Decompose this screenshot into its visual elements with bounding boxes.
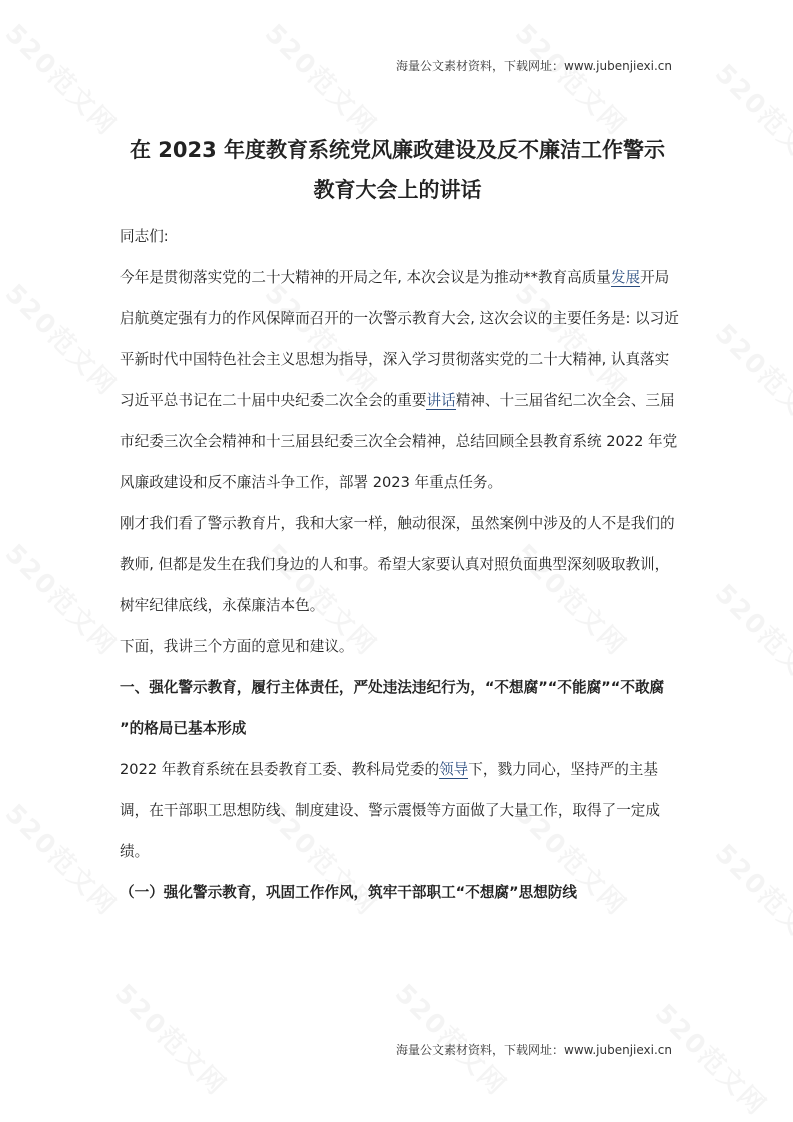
watermark-text <box>388 974 516 1102</box>
watermark-text <box>0 274 126 402</box>
salutation: 同志们: <box>120 228 169 245</box>
watermark-text <box>0 534 126 662</box>
watermark-text <box>708 314 793 442</box>
section-heading-1: 一、强化警示教育，履行主体责任，严处违法违纪行为，“不想腐”“不能腐”“不敢腐 ”的格局已基本形成 <box>120 679 665 737</box>
paragraph-text: 今年是贯彻落实党的二十大精神的开局之年, 本次会议是为推动**教育高质量 <box>120 269 611 286</box>
paragraph-text: 下，戮力同心，坚持严的主基调，在干部职工思想防线、制度建设、警示震慑等方面做了大量工作，取得了一定成绩。 <box>120 761 660 860</box>
watermark-text <box>648 994 776 1122</box>
paragraph-text: 精神、十三届省纪二次全会、三届市纪委三次全会精神和十三届县纪委三次全会精神，总结回顾全县教育系统 2022 年党风廉政建设和反不廉洁斗争工作，部署 2023 年重点任务。 <box>120 392 678 491</box>
document-body <box>120 216 680 913</box>
watermark-text <box>258 14 386 142</box>
watermark-text <box>708 574 793 702</box>
link-speech[interactable]: 讲话 <box>426 392 456 409</box>
link-leadership[interactable]: 领导 <box>439 761 469 778</box>
paragraph-warning-film: 刚才我们看了警示教育片，我和大家一样，触动很深，虽然案例中涉及的人不是我们的教师, 但都是发生在我们身边的人和事。希望大家要认真对照负面典型深刻吸取教训，树牢纪律底线，永葆廉洁本色。 <box>120 515 675 614</box>
paragraph-text: 开局启航奠定强有力的作风保障而召开的一次警示教育大会, 这次会议的主要任务是: 以习近平新时代中国特色社会主义思想为指导，深入学习贯彻落实党的二十大精神, 认真落实习近平总书记在二十届中央纪委二次全会的重要 <box>120 269 679 409</box>
paragraph-summary-2022 <box>120 749 680 872</box>
subsection-heading-1: （一）强化警示教育，巩固工作作风，筑牢干部职工“不想腐”思想防线 <box>120 884 577 901</box>
watermark-text <box>0 14 126 142</box>
link-development[interactable]: 发展 <box>610 269 641 286</box>
paragraph-outline: 下面，我讲三个方面的意见和建议。 <box>120 638 354 655</box>
document-title <box>120 130 675 210</box>
paragraph-text: 2022 年教育系统在县委教育工委、教科局党委的 <box>120 761 440 778</box>
watermark-text <box>508 14 636 142</box>
title-line-2: 教育大会上的讲话 <box>313 178 482 202</box>
page-footer: 海量公文素材资料，下载网址：www.jubenjiexi.cn <box>396 1043 672 1057</box>
page-header: 海量公文素材资料，下载网址：www.jubenjiexi.cn <box>396 59 672 73</box>
watermark-text <box>708 834 793 962</box>
watermark-text <box>708 54 793 182</box>
title-line-1: 在 2023 年度教育系统党风廉政建设及反不廉洁工作警示 <box>129 138 666 162</box>
paragraph-intro <box>120 257 680 503</box>
watermark-text <box>0 794 126 922</box>
watermark-text <box>108 974 236 1102</box>
